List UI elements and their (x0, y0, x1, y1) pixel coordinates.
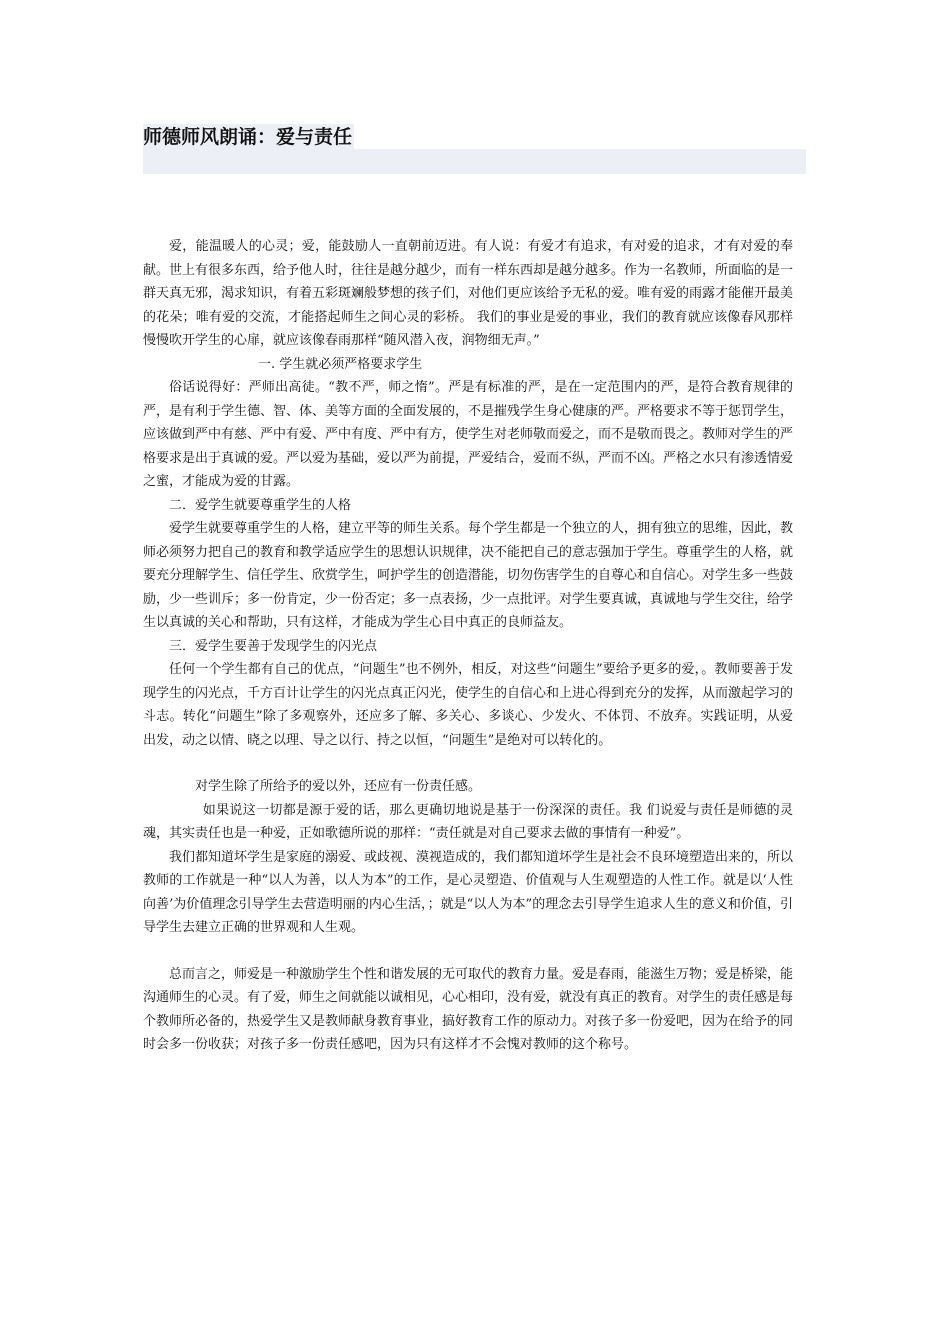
document-body (143, 235, 793, 1057)
page-title: 师德师风朗诵：爱与责任 (143, 126, 353, 148)
section1-heading: 一. 学生就必须严格要求学生 (258, 356, 423, 372)
title-bar (143, 124, 806, 174)
spacer (143, 752, 793, 775)
section1-paragraph: 俗话说得好：严师出高徒。“教不严，师之惰”。严是有标准的严，是在一定范围内的严，是符合教育规律的严，是有利于学生德、智、体、美等方面的全面发展的，不是摧残学生身心健康的严。严格要求不等于惩罚学生，应该做到严中有慈、严中有爱、严中有度、严中有方，使学生对老师敬而爱之，而不是敬而畏之。教师对学生的严格要求是出于真诚的爱。严以爱为基础，爱以严为前提，严爱结合，爱而不纵，严而不凶。严格之水只有渗透情爱之蜜，才能成为爱的甘露。 (143, 380, 794, 489)
title-highlight-band (143, 149, 806, 174)
intro-paragraph: 爱，能温暖人的心灵；爱，能鼓励人一直朝前迈进。有人说：有爱才有追求，有对爱的追求，才有对爱的奉献。世上有很多东西，给予他人时，往往是越分越少，而有一样东西却是越分越多。作为一名教师，所面临的是一群天真无邪，渴求知识，有着五彩斑斓般梦想的孩子们，对他们更应该给予无私的爱。唯有爱的雨露才能催开最美的花朵；唯有爱的交流，才能搭起师生之间心灵的彩桥。 我们的事业是爱的事业，我们的教育就应该像春风那样慢慢吹开学生的心扉，就应该像春雨那样“随风潜入夜，润物细无声。” (143, 239, 794, 348)
section3-paragraph: 任何一个学生都有自己的优点，“问题生”也不例外，相反，对这些“问题生”要给予更多的爱，。教师要善于发现学生的闪光点，千方百计让学生的闪光点真正闪光，使学生的自信心和上进心得到充分的发挥，从而激起学习的斗志。转化“问题生”除了多观察外，还应多了解、多关心、多谈心、少发火、不体罚、不放弃。实践证明，从爱出发，动之以情、晓之以理、导之以行、持之以恒，“问题生”是绝对可以转化的。 (143, 662, 794, 748)
conclusion-paragraph: 总而言之，师爱是一种激励学生个性和谐发展的无可取代的教育力量。爱是春雨，能滋生万物；爱是桥梁，能沟通师生的心灵。有了爱，师生之间就能以诚相见，心心相印，没有爱，就没有真正的教育。对学生的责任感是每个教师所必备的，热爱学生又是教师献身教育事业，搞好教育工作的原动力。对孩子多一份爱吧，因为在给予的同时会多一份收获；对孩子多一份责任感吧，因为只有这样才不会愧对教师的这个称号。 (143, 966, 794, 1052)
responsibility-paragraph: 如果说这一切都是源于爱的话，那么更确切地说是基于一份深深的责任。我 们说爱与责任是师德的灵魂，其实责任也是一种爱，正如歌德所说的那样：“责任就是对自己要求去做的事情有一种爱”。 (143, 802, 793, 841)
section3-heading: 三．爱学生要善于发现学生的闪光点 (169, 638, 378, 654)
section2-paragraph: 爱学生就要尊重学生的人格，建立平等的师生关系。每个学生都是一个独立的人，拥有独立的思维，因此，教师必须努力把自己的教育和教学适应学生的思想认识规律，决不能把自己的意志强加于学生。尊重学生的人格，就要充分理解学生、信任学生、欣赏学生，呵护学生的创造潜能，切勿伤害学生的自尊心和自信心。对学生多一些鼓励，少一些训斥；多一份肯定，少一份否定；多一点表扬，少一点批评。对学生要真诚，真诚地与学生交往，给学生以真诚的关心和帮助，只有这样，才能成为学生心目中真正的良师益友。 (143, 521, 794, 630)
spacer (143, 940, 793, 963)
responsibility-paragraph-2: 我们都知道坏学生是家庭的溺爱、或歧视、漠视造成的，我们都知道坏学生是社会不良环境塑造出来的，所以教师的工作就是一种“以人为善，以人为本”的工作，是心灵塑造、价值观与人生观塑造的人性工作。就是以‘人性向善’为价值理念引导学生去营造明丽的内心生活，；就是“以人为本”的理念去引导学生追求人生的意义和价值，引导学生去建立正确的世界观和人生观。 (143, 849, 794, 935)
section2-heading: 二．爱学生就要尊重学生的人格 (169, 497, 352, 513)
responsibility-intro: 对学生除了所给予的爱以外，还应有一份责任感。 (195, 779, 482, 794)
